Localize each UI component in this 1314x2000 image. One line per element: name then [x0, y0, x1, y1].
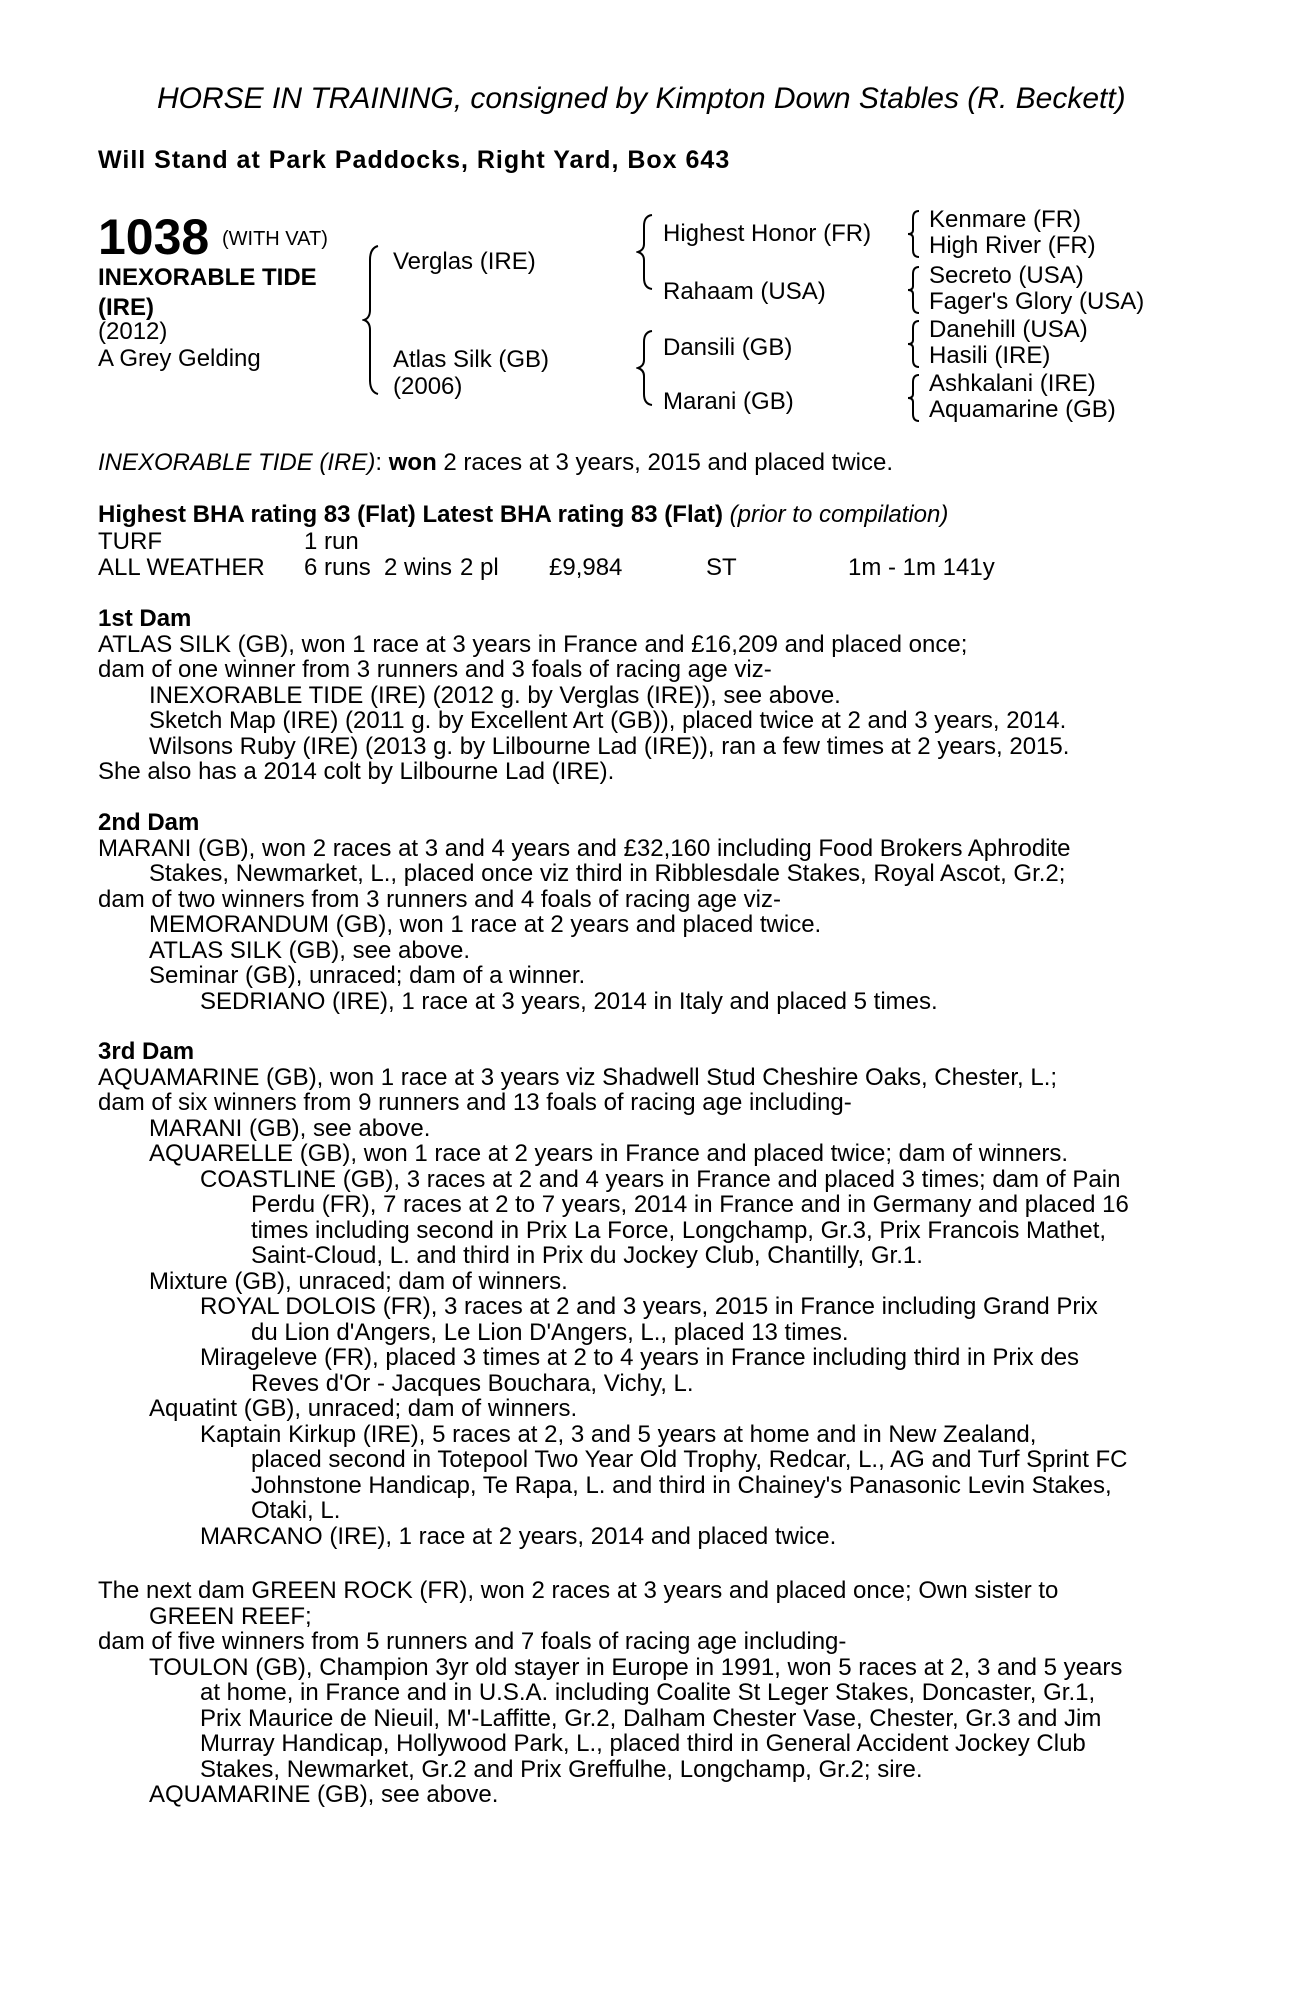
pedigree-sdd: Fager's Glory (USA) [929, 288, 1145, 315]
horse-name-line1: INEXORABLE TIDE [98, 264, 317, 291]
third-dam-section [98, 1039, 1208, 1549]
next-dam-line: Stakes, Newmarket, Gr.2 and Prix Greffulhe, Longchamp, Gr.2; sire. [200, 1755, 923, 1783]
next-dam-section [98, 1578, 1208, 1808]
aw-wins: 2 wins [384, 554, 453, 581]
catalogue-header: HORSE IN TRAINING, consigned by Kimpton Down Stables (R. Beckett) [157, 82, 1126, 115]
second-dam-section [98, 810, 1208, 1014]
aw-placed: 2 pl [460, 554, 499, 581]
ggp-brace-3 [906, 318, 922, 370]
next-dam-line: TOULON (GB), Champion 3yr old stayer in Europe in 1991, won 5 races at 2, 3 and 5 years [149, 1653, 1123, 1681]
third-dam-line: MARANI (GB), see above. [149, 1114, 431, 1142]
second-dam-heading: 2nd Dam [98, 809, 200, 836]
third-dam-heading: 3rd Dam [98, 1038, 195, 1065]
pedigree-dam-dam: Marani (GB) [663, 388, 794, 415]
aw-label: ALL WEATHER [98, 554, 265, 581]
turf-runs: 1 run [304, 528, 359, 555]
rating-note: (prior to compilation) [729, 501, 949, 528]
summary-won: won [388, 449, 437, 476]
next-dam-line: Murray Handicap, Hollywood Park, L., placed third in General Accident Jockey Club [200, 1730, 1086, 1757]
second-dam-line: Stakes, Newmarket, L., placed once viz third in Ribblesdale Stakes, Royal Ascot, Gr.2; [149, 860, 1066, 887]
second-dam-line: SEDRIANO (IRE), 1 race at 3 years, 2014 in Italy and placed 5 times. [200, 987, 938, 1015]
third-dam-line: times including second in Prix La Force, Longchamp, Gr.3, Prix Francois Mathet, [251, 1216, 1107, 1244]
third-dam-line: AQUARELLE (GB), won 1 race at 2 years in France and placed twice; dam of winners. [149, 1140, 1069, 1167]
third-dam-line: MARCANO (IRE), 1 race at 2 years, 2014 and placed twice. [200, 1522, 837, 1550]
summary-rest: 2 races at 3 years, 2015 and placed twice. [436, 449, 894, 476]
turf-label: TURF [98, 528, 162, 555]
dam-parents-brace [636, 328, 656, 408]
horse-description: A Grey Gelding [98, 345, 261, 372]
pedigree-dam: Atlas Silk (GB) [393, 346, 550, 373]
second-dam-line: MEMORANDUM (GB), won 1 race at 2 years and placed twice. [149, 911, 822, 938]
second-dam-line: ATLAS SILK (GB), see above. [149, 936, 471, 964]
third-dam-line: Mixture (GB), unraced; dam of winners. [149, 1267, 568, 1295]
second-dam-line: Seminar (GB), unraced; dam of a winner. [149, 962, 586, 989]
first-dam-line: ATLAS SILK (GB), won 1 race at 3 years in France and £16,209 and placed once; [98, 630, 968, 658]
ggp-brace-4 [906, 372, 922, 424]
third-dam-line: COASTLINE (GB), 3 races at 2 and 4 years in France and placed 3 times; dam of Pain [200, 1165, 1121, 1193]
horse-name-line2: (IRE) [98, 294, 154, 321]
next-dam-line: The next dam GREEN ROCK (FR), won 2 races at 3 years and placed once; Own sister to [98, 1577, 1059, 1604]
first-dam-heading: 1st Dam [98, 605, 192, 632]
first-dam-line: Sketch Map (IRE) (2011 g. by Excellent Art (GB)), placed twice at 2 and 3 years, 2014. [149, 707, 1067, 734]
next-dam-line: dam of five winners from 5 runners and 7 foals of racing age including- [98, 1628, 847, 1655]
first-dam-line: INEXORABLE TIDE (IRE) (2012 g. by Verglas (IRE)), see above. [149, 681, 841, 709]
second-dam-line: dam of two winners from 3 runners and 4 foals of racing age viz- [98, 885, 781, 913]
third-dam-line: AQUAMARINE (GB), won 1 race at 3 years viz Shadwell Stud Cheshire Oaks, Chester, L.; [98, 1063, 1058, 1091]
third-dam-line: Mirageleve (FR), placed 3 times at 2 to 4 years in France including third in Prix des [200, 1344, 1080, 1371]
third-dam-line: Kaptain Kirkup (IRE), 5 races at 2, 3 and 5 years at home and in New Zealand, [200, 1420, 1037, 1448]
sire-parents-brace [636, 212, 656, 292]
first-dam-line: dam of one winner from 3 runners and 3 foals of racing age viz- [98, 656, 772, 683]
third-dam-line: Perdu (FR), 7 races at 2 to 7 years, 2014 in France and in Germany and placed 16 [251, 1191, 1129, 1218]
sire-dam-brace [362, 240, 382, 400]
third-dam-line: Aquatint (GB), unraced; dam of winners. [149, 1395, 578, 1422]
vat-note: (WITH VAT) [222, 228, 328, 250]
pedigree-dss: Danehill (USA) [929, 316, 1088, 343]
ggp-brace-1 [906, 208, 922, 260]
pedigree-sire-sire: Highest Honor (FR) [663, 220, 872, 247]
first-dam-line: Wilsons Ruby (IRE) (2013 g. by Lilbourne Lad (IRE)), ran a few times at 2 years, 2015. [149, 732, 1070, 760]
pedigree-dam-sire: Dansili (GB) [663, 334, 793, 361]
pedigree-sire: Verglas (IRE) [393, 248, 536, 275]
aw-runs: 6 runs [304, 554, 371, 581]
pedigree-sss: Kenmare (FR) [929, 206, 1082, 233]
pedigree-ssd: High River (FR) [929, 232, 1096, 259]
third-dam-line: Otaki, L. [251, 1497, 341, 1524]
aw-going: ST [706, 554, 737, 581]
ggp-brace-2 [906, 264, 922, 316]
pedigree-sds: Secreto (USA) [929, 262, 1084, 289]
pedigree-dsd: Hasili (IRE) [929, 342, 1051, 369]
third-dam-line: placed second in Totepool Two Year Old Trophy, Redcar, L., AG and Turf Sprint FC [251, 1446, 1128, 1473]
third-dam-line: du Lion d'Angers, Le Lion D'Angers, L., placed 13 times. [251, 1318, 849, 1346]
aw-distance: 1m - 1m 141y [848, 554, 995, 581]
next-dam-line: GREEN REEF; [149, 1602, 312, 1630]
foaling-year: (2012) [98, 318, 168, 345]
second-dam-line: MARANI (GB), won 2 races at 3 and 4 years and £32,160 including Food Brokers Aphrodite [98, 834, 1071, 862]
third-dam-line: Johnstone Handicap, Te Rapa, L. and third in Chainey's Panasonic Levin Stakes, [251, 1471, 1112, 1499]
next-dam-line: Prix Maurice de Nieuil, M'-Laffitte, Gr.2, Dalham Chester Vase, Chester, Gr.3 and Jim [200, 1704, 1102, 1732]
third-dam-line: ROYAL DOLOIS (FR), 3 races at 2 and 3 years, 2015 in France including Grand Prix [200, 1293, 1098, 1320]
first-dam-section [98, 606, 1208, 785]
aw-prize-money: £9,984 [549, 554, 623, 581]
stand-location: Will Stand at Park Paddocks, Right Yard, Box 643 [98, 146, 731, 174]
bha-rating-text: Highest BHA rating 83 (Flat) Latest BHA rating 83 (Flat) [98, 501, 723, 528]
horse-name [98, 263, 368, 323]
third-dam-line: Reves d'Or - Jacques Bouchara, Vichy, L. [251, 1369, 694, 1397]
first-dam-line: She also has a 2014 colt by Lilbourne Lad (IRE). [98, 758, 615, 785]
pedigree-sire-dam: Rahaam (USA) [663, 278, 826, 305]
pedigree-dds: Ashkalani (IRE) [929, 370, 1096, 397]
bha-ratings [98, 502, 948, 528]
pedigree-dam-year: (2006) [393, 373, 463, 400]
pedigree-ddd: Aquamarine (GB) [929, 396, 1116, 423]
racing-summary: INEXORABLE TIDE (IRE): won 2 races at 3 years, 2015 and placed twice. [98, 449, 894, 476]
next-dam-line: at home, in France and in U.S.A. including Coalite St Leger Stakes, Doncaster, Gr.1, [200, 1679, 1096, 1706]
summary-horse-name: INEXORABLE TIDE (IRE) [98, 449, 376, 476]
lot-number: 1038 [98, 209, 210, 265]
third-dam-line: Saint-Cloud, L. and third in Prix du Jockey Club, Chantilly, Gr.1. [251, 1242, 923, 1269]
next-dam-line: AQUAMARINE (GB), see above. [149, 1781, 499, 1808]
third-dam-line: dam of six winners from 9 runners and 13 foals of racing age including- [98, 1089, 852, 1116]
